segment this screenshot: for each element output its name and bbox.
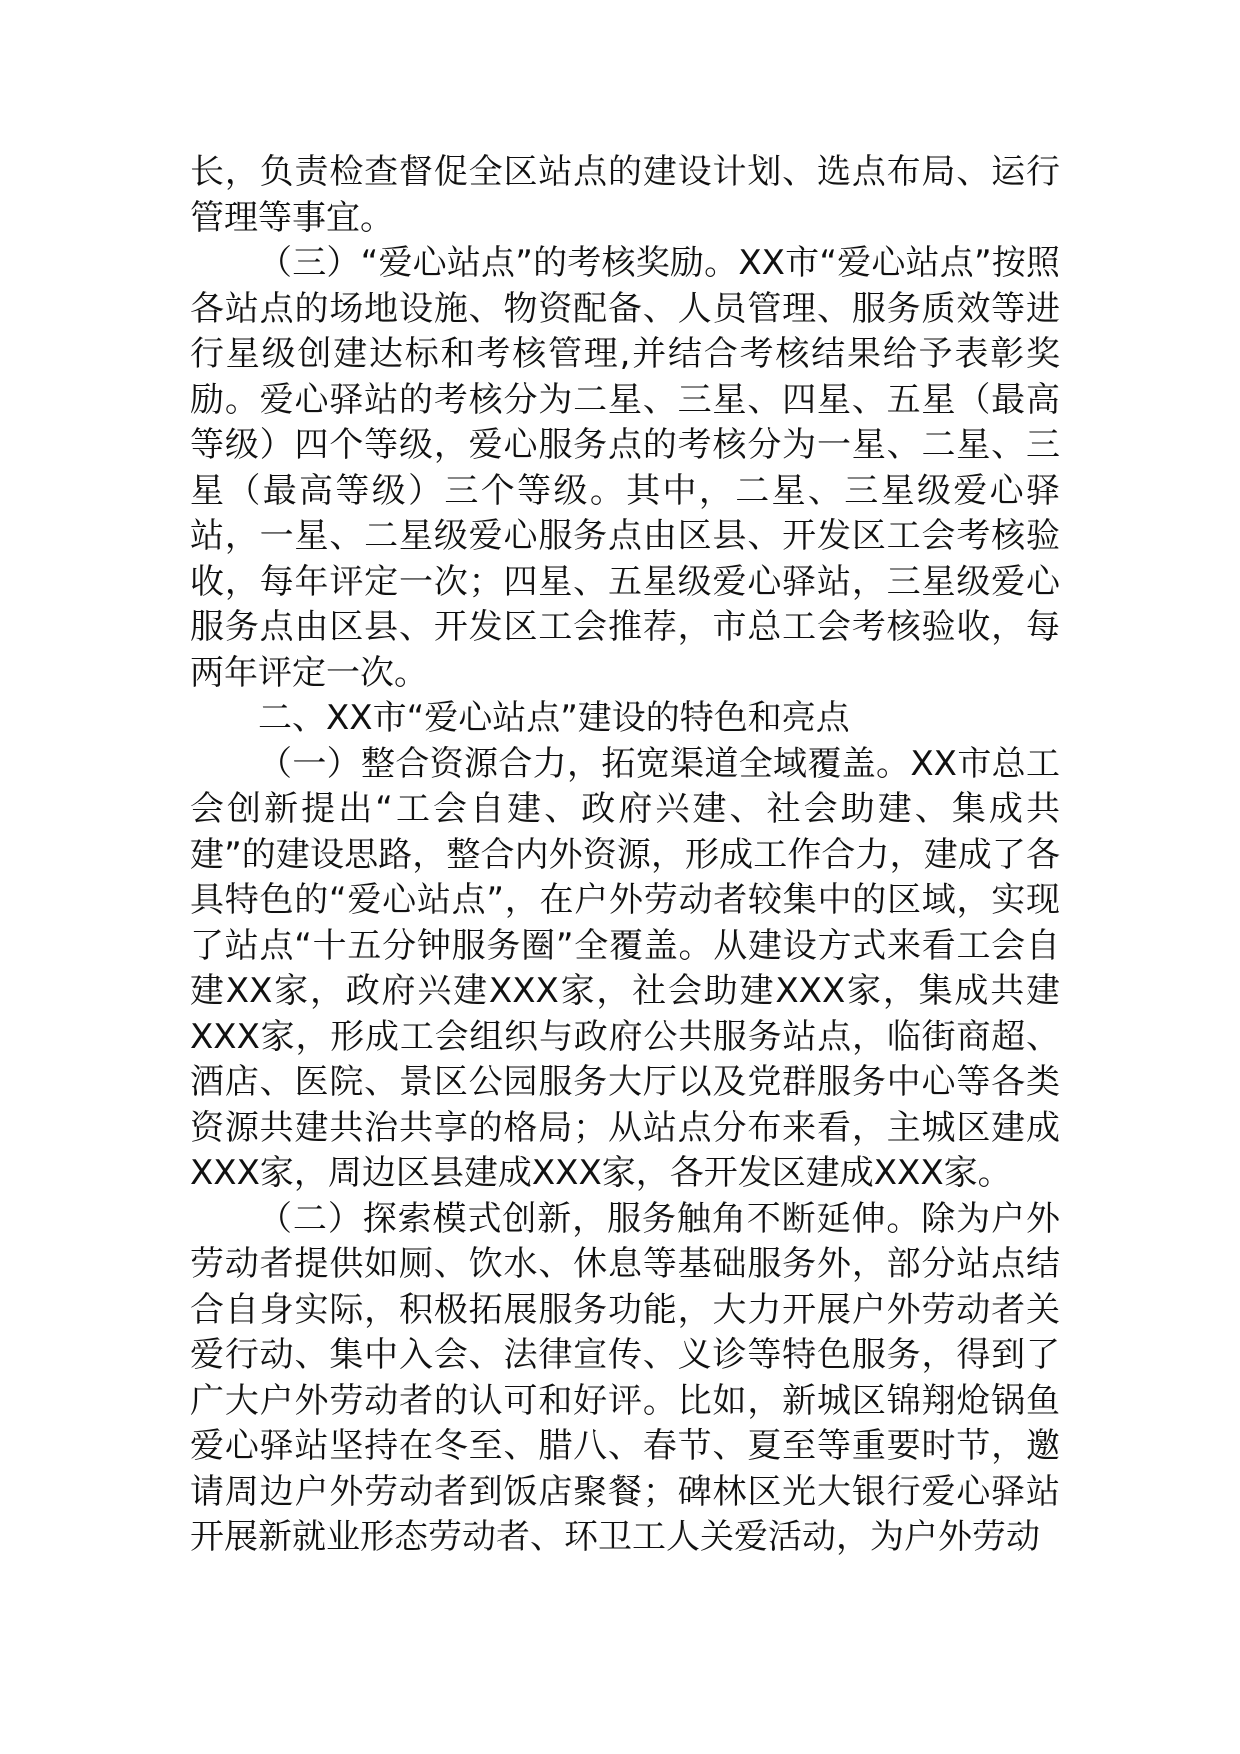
paragraph-continuation: 长，负责检查督促全区站点的建设计划、选点布局、运行管理等事宜。: [190, 152, 1060, 238]
paragraph-assessment-rewards: （三）“爱心站点”的考核奖励。XX市“爱心站点”按照各站点的场地设施、物资配备、人员管理、服务质效等进行星级创建达标和考核管理,并结合考核结果给予表彰奖励。爱心驿站的考核分为二星、三星、四星、五星（最高等级）四个等级，爱心服务点的考核分为一星、二星、三星（最高等级）三个等级。其中，二星、三星级爱心驿站，一星、二星级爱心服务点由区县、开发区工会考核验收，每年评定一次；四星、五星级爱心驿站，三星级爱心服务点由区县、开发区工会推荐，市总工会考核验收，每两年评定一次。: [190, 243, 1060, 693]
section-heading-features: 二、XX市“爱心站点”建设的特色和亮点: [258, 698, 850, 738]
paragraph-resource-integration: （一）整合资源合力，拓宽渠道全域覆盖。XX市总工会创新提出“工会自建、政府兴建、社会助建、集成共建”的建设思路，整合内外资源，形成工作合力，建成了各具特色的“爱心站点”，在户外劳动者较集中的区域，实现了站点“十五分钟服务圈”全覆盖。从建设方式来看工会自建XX家，政府兴建XXX家，社会助建XXX家，集成共建XXX家，形成工会组织与政府公共服务站点，临街商超、酒店、医院、景区公园服务大厅以及党群服务中心等各类资源共建共治共享的格局；从站点分布来看，主城区建成XXX家，周边区县建成XXX家，各开发区建成XXX家。: [190, 743, 1060, 1193]
paragraph-model-innovation: （二）探索模式创新，服务触角不断延伸。除为户外劳动者提供如厕、饮水、休息等基础服务外，部分站点结合自身实际，积极拓展服务功能，大力开展户外劳动者关爱行动、集中入会、法律宣传、义诊等特色服务，得到了广大户外劳动者的认可和好评。比如，新城区锦翔炝锅鱼爱心驿站坚持在冬至、腊八、春节、夏至等重要时节，邀请周边户外劳动者到饭店聚餐；碑林区光大银行爱心驿站开展新就业形态劳动者、环卫工人关爱活动，为户外劳动: [190, 1198, 1060, 1557]
document-page: [190, 150, 1060, 1561]
